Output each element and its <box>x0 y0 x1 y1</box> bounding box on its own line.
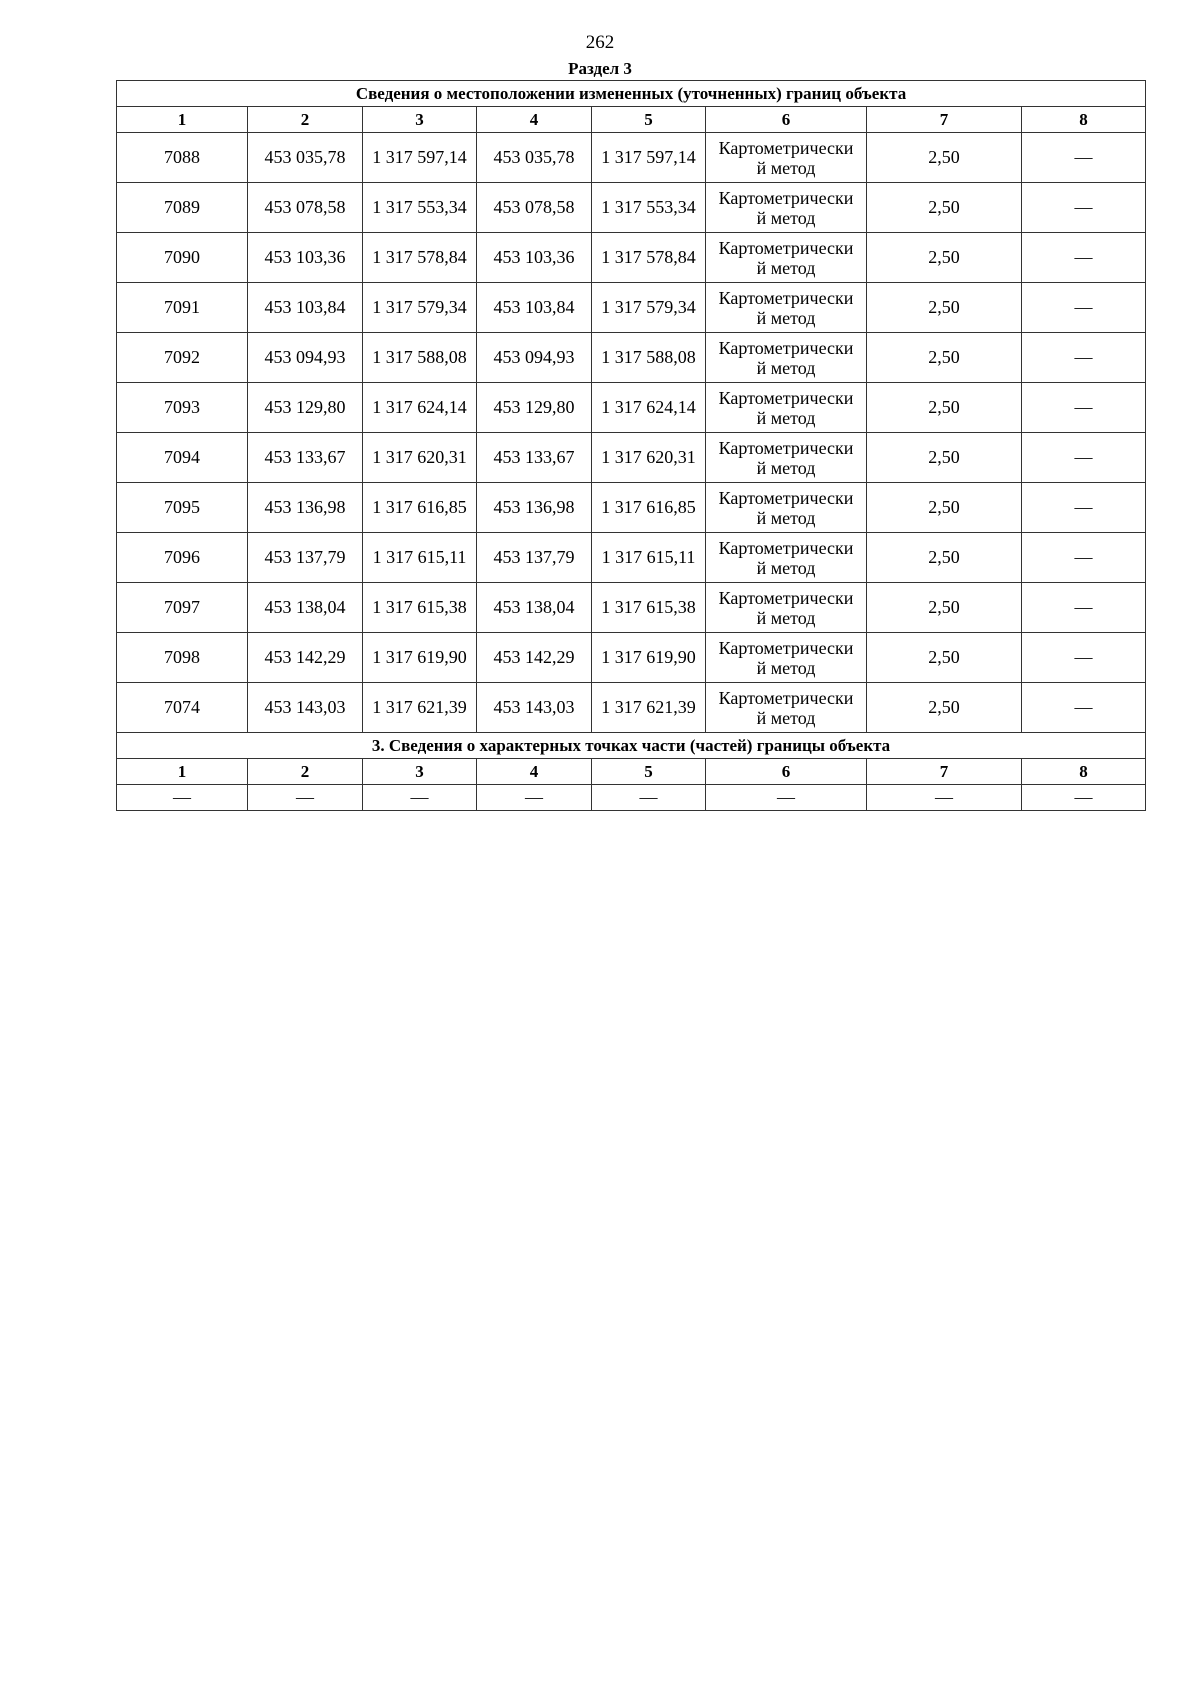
empty-cell: — <box>248 785 363 811</box>
method-text: Картометрически <box>718 637 854 658</box>
table-row <box>117 133 1146 183</box>
accuracy-cell: 2,50 <box>867 183 1022 233</box>
column-header: 1 <box>117 107 248 133</box>
method-cell <box>706 633 867 683</box>
table-row <box>117 433 1146 483</box>
x-refined-cell: 453 129,80 <box>477 383 592 433</box>
table-row <box>117 183 1146 233</box>
method-cell <box>706 583 867 633</box>
point-number-cell: 7091 <box>117 283 248 333</box>
x-refined-cell: 453 094,93 <box>477 333 592 383</box>
x-refined-cell: 453 035,78 <box>477 133 592 183</box>
y-refined-cell: 1 317 624,14 <box>592 383 706 433</box>
point-number-cell: 7098 <box>117 633 248 683</box>
accuracy-cell: 2,50 <box>867 383 1022 433</box>
y-refined-cell: 1 317 553,34 <box>592 183 706 233</box>
method-cell <box>706 333 867 383</box>
y-refined-cell: 1 317 620,31 <box>592 433 706 483</box>
caption-parts: 3. Сведения о характерных точках части (частей) границы объекта <box>117 733 1146 759</box>
note-cell: — <box>1022 383 1146 433</box>
method-text: Картометрически <box>718 287 854 308</box>
y-refined-cell: 1 317 588,08 <box>592 333 706 383</box>
table-row <box>117 283 1146 333</box>
x-existing-cell: 453 078,58 <box>248 183 363 233</box>
table-row <box>117 483 1146 533</box>
x-existing-cell: 453 143,03 <box>248 683 363 733</box>
method-text: й метод <box>756 307 816 328</box>
caption-row-changed-boundaries <box>117 81 1146 107</box>
column-numbers-row <box>117 107 1146 133</box>
x-existing-cell: 453 138,04 <box>248 583 363 633</box>
method-text: й метод <box>756 657 816 678</box>
accuracy-cell: 2,50 <box>867 583 1022 633</box>
accuracy-cell: 2,50 <box>867 633 1022 683</box>
method-text: й метод <box>756 157 816 178</box>
note-cell: — <box>1022 233 1146 283</box>
y-existing-cell: 1 317 553,34 <box>363 183 477 233</box>
column-numbers-row <box>117 759 1146 785</box>
note-cell: — <box>1022 333 1146 383</box>
y-existing-cell: 1 317 597,14 <box>363 133 477 183</box>
method-cell <box>706 133 867 183</box>
y-existing-cell: 1 317 621,39 <box>363 683 477 733</box>
method-text: Картометрически <box>718 137 854 158</box>
x-refined-cell: 453 142,29 <box>477 633 592 683</box>
table-row <box>117 583 1146 633</box>
method-cell <box>706 683 867 733</box>
y-refined-cell: 1 317 578,84 <box>592 233 706 283</box>
method-text: й метод <box>756 357 816 378</box>
x-existing-cell: 453 035,78 <box>248 133 363 183</box>
method-text: Картометрически <box>718 487 854 508</box>
point-number-cell: 7097 <box>117 583 248 633</box>
empty-cell: — <box>117 785 248 811</box>
y-refined-cell: 1 317 597,14 <box>592 133 706 183</box>
table-row <box>117 533 1146 583</box>
point-number-cell: 7093 <box>117 383 248 433</box>
x-refined-cell: 453 137,79 <box>477 533 592 583</box>
note-cell: — <box>1022 583 1146 633</box>
point-number-cell: 7089 <box>117 183 248 233</box>
y-existing-cell: 1 317 619,90 <box>363 633 477 683</box>
accuracy-cell: 2,50 <box>867 683 1022 733</box>
x-refined-cell: 453 103,84 <box>477 283 592 333</box>
x-existing-cell: 453 136,98 <box>248 483 363 533</box>
point-number-cell: 7090 <box>117 233 248 283</box>
empty-cell: — <box>867 785 1022 811</box>
method-cell <box>706 533 867 583</box>
x-existing-cell: 453 129,80 <box>248 383 363 433</box>
empty-cell: — <box>363 785 477 811</box>
note-cell: — <box>1022 133 1146 183</box>
y-existing-cell: 1 317 624,14 <box>363 383 477 433</box>
y-refined-cell: 1 317 619,90 <box>592 633 706 683</box>
note-cell: — <box>1022 683 1146 733</box>
y-refined-cell: 1 317 615,11 <box>592 533 706 583</box>
point-number-cell: 7095 <box>117 483 248 533</box>
column-header: 7 <box>867 759 1022 785</box>
method-text: й метод <box>756 457 816 478</box>
point-number-cell: 7088 <box>117 133 248 183</box>
y-refined-cell: 1 317 616,85 <box>592 483 706 533</box>
note-cell: — <box>1022 433 1146 483</box>
method-cell <box>706 283 867 333</box>
accuracy-cell: 2,50 <box>867 533 1022 583</box>
column-header: 2 <box>248 107 363 133</box>
method-cell <box>706 233 867 283</box>
method-text: Картометрически <box>718 437 854 458</box>
y-refined-cell: 1 317 615,38 <box>592 583 706 633</box>
accuracy-cell: 2,50 <box>867 233 1022 283</box>
x-refined-cell: 453 136,98 <box>477 483 592 533</box>
coordinates-table <box>116 80 1146 811</box>
accuracy-cell: 2,50 <box>867 333 1022 383</box>
method-cell <box>706 183 867 233</box>
x-refined-cell: 453 133,67 <box>477 433 592 483</box>
note-cell: — <box>1022 633 1146 683</box>
empty-parts-row <box>117 785 1146 811</box>
caption-changed-boundaries: Сведения о местоположении измененных (уточненных) границ объекта <box>117 81 1146 107</box>
y-existing-cell: 1 317 615,11 <box>363 533 477 583</box>
x-refined-cell: 453 143,03 <box>477 683 592 733</box>
point-number-cell: 7094 <box>117 433 248 483</box>
method-text: Картометрически <box>718 387 854 408</box>
y-existing-cell: 1 317 620,31 <box>363 433 477 483</box>
x-existing-cell: 453 137,79 <box>248 533 363 583</box>
accuracy-cell: 2,50 <box>867 433 1022 483</box>
y-refined-cell: 1 317 579,34 <box>592 283 706 333</box>
point-number-cell: 7074 <box>117 683 248 733</box>
method-text: Картометрически <box>718 337 854 358</box>
method-text: Картометрически <box>718 687 854 708</box>
method-text: Картометрически <box>718 587 854 608</box>
x-existing-cell: 453 094,93 <box>248 333 363 383</box>
note-cell: — <box>1022 483 1146 533</box>
method-text: й метод <box>756 707 816 728</box>
table-row <box>117 333 1146 383</box>
x-refined-cell: 453 138,04 <box>477 583 592 633</box>
accuracy-cell: 2,50 <box>867 283 1022 333</box>
note-cell: — <box>1022 283 1146 333</box>
table-row <box>117 233 1146 283</box>
method-text: Картометрически <box>718 237 854 258</box>
column-header: 1 <box>117 759 248 785</box>
method-text: Картометрически <box>718 187 854 208</box>
column-header: 6 <box>706 759 867 785</box>
y-existing-cell: 1 317 615,38 <box>363 583 477 633</box>
method-text: й метод <box>756 207 816 228</box>
method-text: й метод <box>756 257 816 278</box>
column-header: 2 <box>248 759 363 785</box>
x-refined-cell: 453 078,58 <box>477 183 592 233</box>
caption-row-parts <box>117 733 1146 759</box>
note-cell: — <box>1022 533 1146 583</box>
column-header: 5 <box>592 107 706 133</box>
method-cell <box>706 433 867 483</box>
method-text: й метод <box>756 507 816 528</box>
method-text: Картометрически <box>718 537 854 558</box>
column-header: 5 <box>592 759 706 785</box>
section-title: Раздел 3 <box>568 59 632 78</box>
empty-cell: — <box>1022 785 1146 811</box>
table-row <box>117 383 1146 433</box>
column-header: 8 <box>1022 759 1146 785</box>
x-existing-cell: 453 103,84 <box>248 283 363 333</box>
column-header: 3 <box>363 107 477 133</box>
y-refined-cell: 1 317 621,39 <box>592 683 706 733</box>
y-existing-cell: 1 317 588,08 <box>363 333 477 383</box>
empty-cell: — <box>706 785 867 811</box>
y-existing-cell: 1 317 579,34 <box>363 283 477 333</box>
table-body <box>117 81 1146 811</box>
method-text: й метод <box>756 607 816 628</box>
accuracy-cell: 2,50 <box>867 133 1022 183</box>
empty-cell: — <box>592 785 706 811</box>
method-text: й метод <box>756 407 816 428</box>
y-existing-cell: 1 317 616,85 <box>363 483 477 533</box>
point-number-cell: 7092 <box>117 333 248 383</box>
column-header: 4 <box>477 107 592 133</box>
column-header: 7 <box>867 107 1022 133</box>
empty-cell: — <box>477 785 592 811</box>
table-row <box>117 683 1146 733</box>
y-existing-cell: 1 317 578,84 <box>363 233 477 283</box>
note-cell: — <box>1022 183 1146 233</box>
column-header: 3 <box>363 759 477 785</box>
column-header: 4 <box>477 759 592 785</box>
method-text: й метод <box>756 557 816 578</box>
column-header: 6 <box>706 107 867 133</box>
method-cell <box>706 483 867 533</box>
x-existing-cell: 453 103,36 <box>248 233 363 283</box>
accuracy-cell: 2,50 <box>867 483 1022 533</box>
point-number-cell: 7096 <box>117 533 248 583</box>
x-existing-cell: 453 142,29 <box>248 633 363 683</box>
x-refined-cell: 453 103,36 <box>477 233 592 283</box>
x-existing-cell: 453 133,67 <box>248 433 363 483</box>
table-row <box>117 633 1146 683</box>
column-header: 8 <box>1022 107 1146 133</box>
page-number: 262 <box>585 32 615 53</box>
method-cell <box>706 383 867 433</box>
